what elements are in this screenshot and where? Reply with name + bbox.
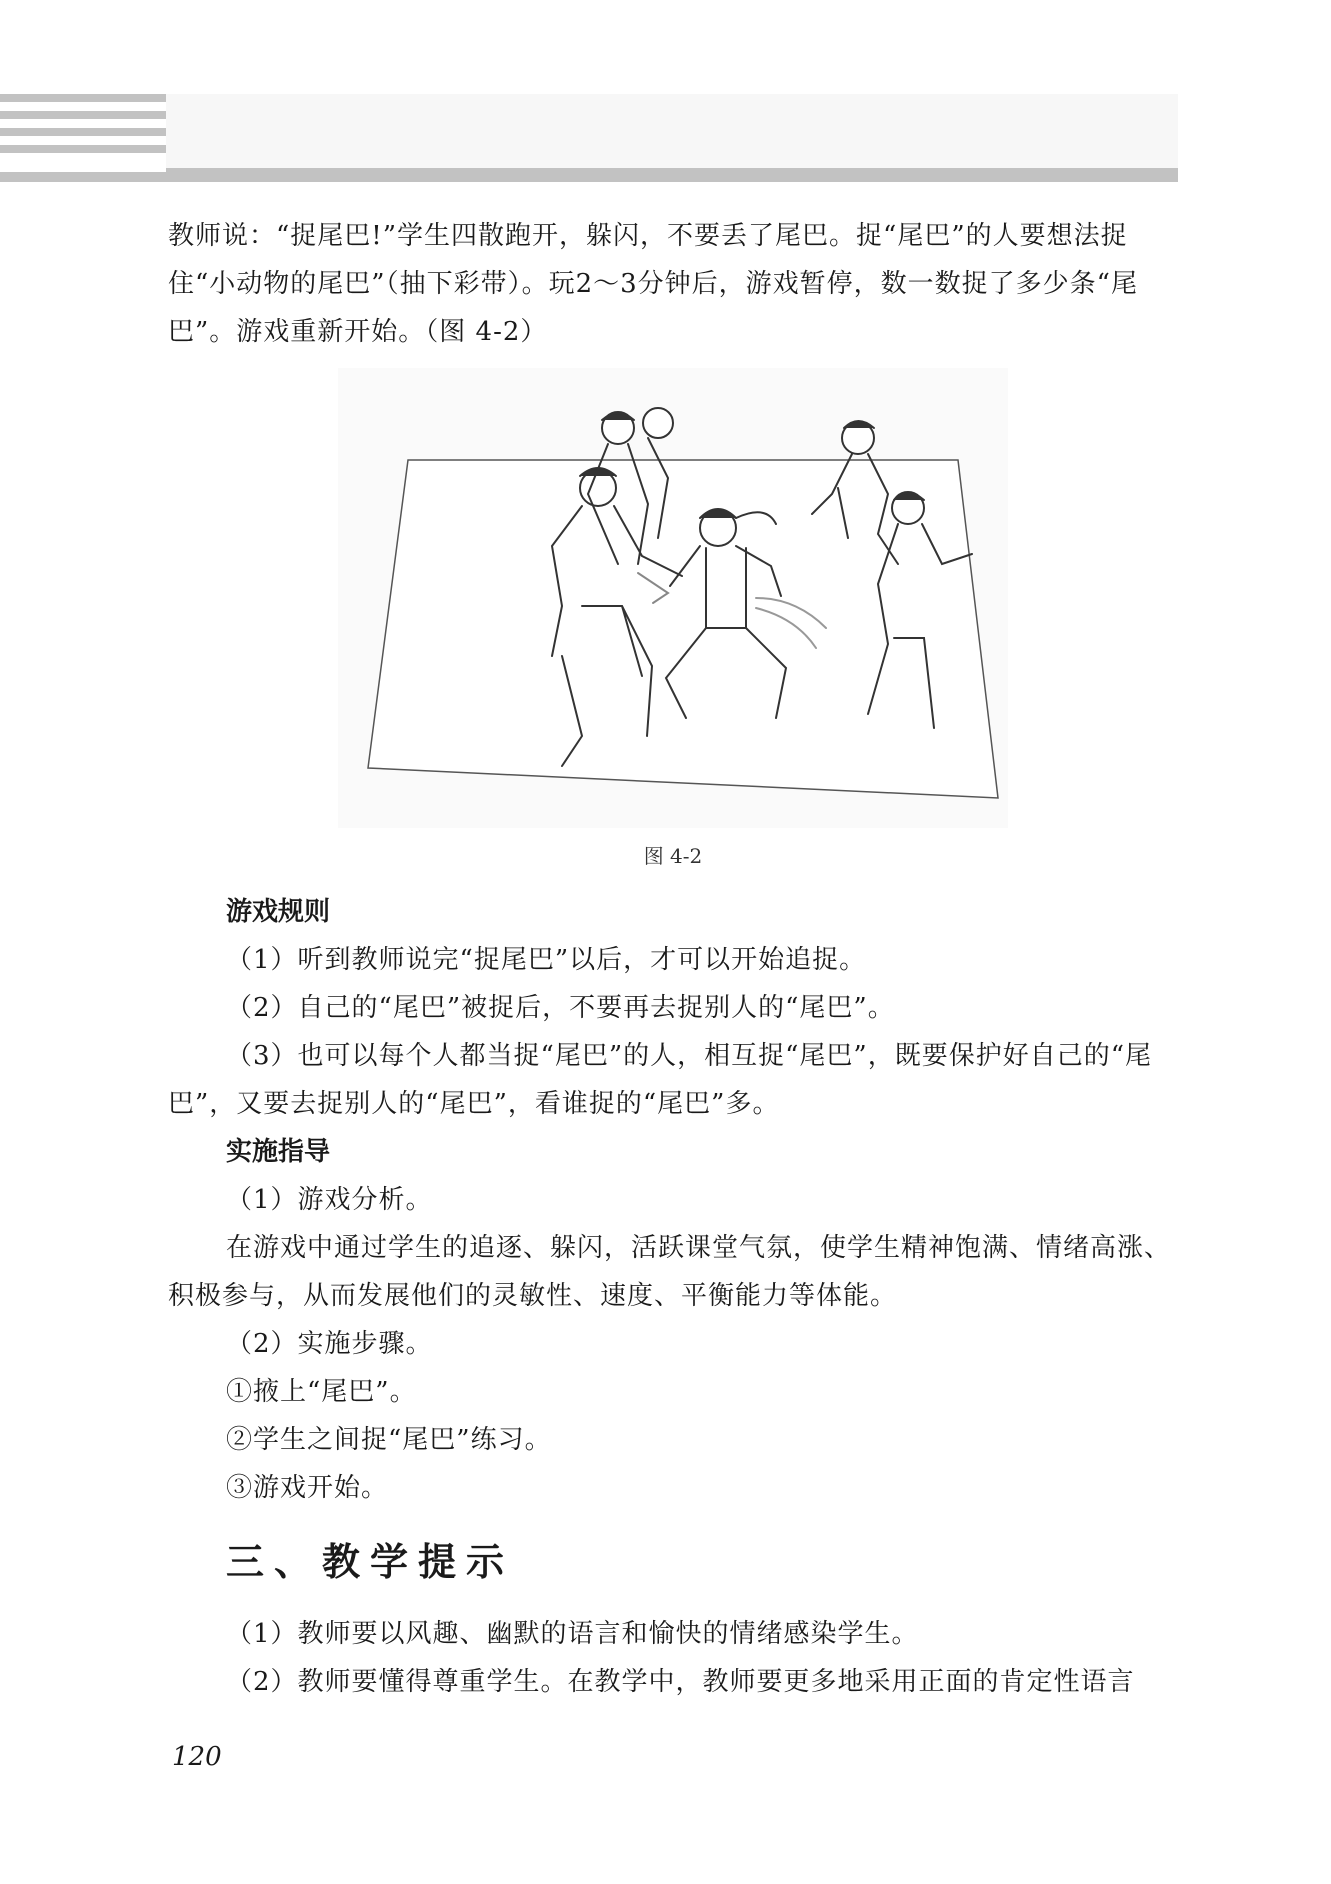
step-item-3: ③游戏开始。 [226,1473,389,1503]
header-band [166,94,1178,168]
rules-heading: 游戏规则 [226,897,331,927]
rule-item-3: （3）也可以每个人都当捉“尾巴”的人，相互捉“尾巴”，既要保护好自己的“尾巴”，又要去捉别人的“尾巴”，看谁捉的“尾巴”多。 [168,1041,1153,1119]
intro-paragraph: 教师说：“捉尾巴!”学生四散跑开，躲闪，不要丢了尾巴。捉“尾巴”的人要想法捉住“小动物的尾巴”（抽下彩带）。玩2～3分钟后，游戏暂停，数一数捉了多少条“尾巴”。游戏重新开始。（图 4-2） [168,221,1138,347]
guidance-heading: 实施指导 [226,1137,331,1167]
analysis-label: （1）游戏分析。 [226,1185,433,1215]
children-playing-illustration [338,368,1008,828]
tip-item-1: （1）教师要以风趣、幽默的语言和愉快的情绪感染学生。 [226,1619,919,1649]
figure-caption: 图 4-2 [643,844,703,868]
rule-item-2: （2）自己的“尾巴”被捉后，不要再去捉别人的“尾巴”。 [226,993,895,1023]
step-item-2: ②学生之间捉“尾巴”练习。 [226,1425,552,1455]
tip-item-2: （2）教师要懂得尊重学生。在教学中，教师要更多地采用正面的肯定性语言 [226,1667,1135,1697]
header-rule-left [0,172,166,182]
header-rule [166,168,1178,182]
header-decoration [0,94,166,162]
figure-4-2 [168,368,1178,888]
page-content [168,212,1178,1706]
step-item-1: ①掖上“尾巴”。 [226,1377,417,1407]
analysis-text: 在游戏中通过学生的追逐、躲闪，活跃课堂气氛，使学生精神饱满、情绪高涨、积极参与，从而发展他们的灵敏性、速度、平衡能力等体能。 [168,1233,1172,1311]
steps-label: （2）实施步骤。 [226,1329,433,1359]
section-title-teaching-tips: 三、教学提示 [226,1540,515,1584]
rule-item-1: （1）听到教师说完“捉尾巴”以后，才可以开始追捉。 [226,945,867,975]
page-number: 120 [172,1742,222,1772]
